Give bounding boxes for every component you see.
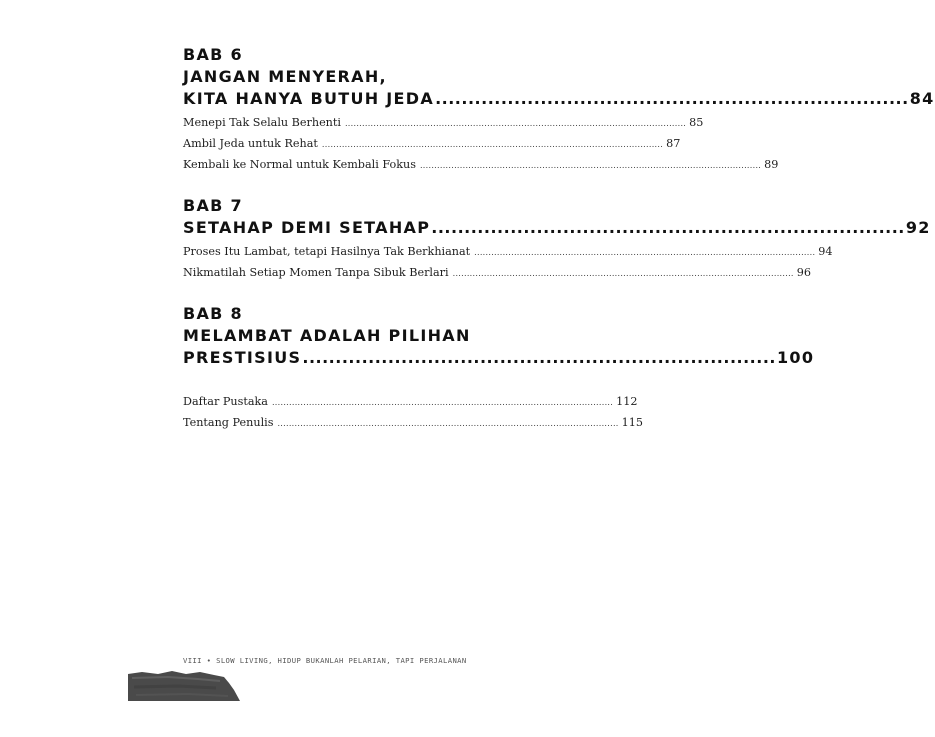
dot-leader: ........................................................................................................................ — [474, 248, 816, 257]
toc-entry-daftar-pustaka[interactable] — [183, 391, 638, 412]
chapter-title-entry[interactable] — [183, 347, 815, 369]
toc-entry-title: Ambil Jeda untuk Rehat — [183, 137, 318, 150]
toc-entry-title: Daftar Pustaka — [183, 395, 268, 408]
chapter-title-last-line: SETAHAP DEMI SETAHAP — [183, 218, 431, 237]
chapter-title-line: JANGAN MENYERAH, — [183, 67, 387, 86]
chapter-8 — [183, 303, 815, 369]
dot-leader: ........................................................................ — [435, 89, 909, 108]
toc-entry-page: 87 — [666, 137, 681, 150]
toc-entry-page: 96 — [796, 266, 812, 279]
chapter-page-number: 84 — [909, 89, 935, 108]
toc-entry[interactable] — [183, 262, 812, 283]
chapter-title-entry[interactable] — [183, 88, 935, 110]
toc-entry-page: 112 — [616, 395, 638, 408]
toc-entry-page: 94 — [818, 245, 833, 258]
toc-entry[interactable] — [183, 154, 779, 175]
chapter-label: BAB 6 — [183, 45, 243, 64]
toc-entry-title: Kembali ke Normal untuk Kembali Fokus — [183, 158, 416, 171]
chapter-label: BAB 8 — [183, 304, 243, 323]
dot-leader: ........................................................................................................................ — [419, 161, 762, 170]
dot-leader: ........................................................................................................................ — [452, 269, 794, 278]
dot-leader: ........................................................................ — [302, 348, 776, 367]
toc-entry-title: Tentang Penulis — [183, 416, 274, 429]
brush-stroke-decoration — [128, 668, 240, 702]
dot-leader: ........................................................................................................................ — [271, 398, 614, 407]
dot-leader: ........................................................................................................................ — [277, 419, 619, 428]
toc-entry[interactable] — [183, 133, 681, 154]
toc-entry-page: 89 — [764, 158, 779, 171]
back-matter — [183, 391, 643, 433]
chapter-7 — [183, 195, 931, 283]
chapter-title-entry[interactable] — [183, 217, 931, 239]
chapter-title-last-line: KITA HANYA BUTUH JEDA — [183, 89, 435, 108]
chapter-label: BAB 7 — [183, 196, 243, 215]
running-footer: VIII • SLOW LIVING, HIDUP BUKANLAH PELARIAN, TAPI PERJALANAN — [183, 656, 467, 665]
toc-entry-title: Proses Itu Lambat, tetapi Hasilnya Tak Berkhianat — [183, 245, 471, 258]
toc-entry-title: Menepi Tak Selalu Berhenti — [183, 116, 341, 129]
toc-entry[interactable] — [183, 112, 704, 133]
chapter-title-line: MELAMBAT ADALAH PILIHAN — [183, 326, 471, 345]
toc-entry[interactable] — [183, 241, 833, 262]
toc-entry-title: Nikmatilah Setiap Momen Tanpa Sibuk Berlari — [183, 266, 449, 279]
chapter-page-number: 100 — [776, 348, 815, 367]
dot-leader: ........................................................................................................................ — [321, 140, 664, 149]
toc-entry-tentang-penulis[interactable] — [183, 412, 643, 433]
toc-entry-page: 85 — [689, 116, 704, 129]
chapter-title-last-line: PRESTISIUS — [183, 348, 302, 367]
chapter-6 — [183, 44, 935, 175]
dot-leader: ........................................................................ — [431, 218, 905, 237]
dot-leader: ........................................................................................................................ — [344, 119, 687, 128]
toc-entry-page: 115 — [621, 416, 643, 429]
chapter-page-number: 92 — [905, 218, 931, 237]
